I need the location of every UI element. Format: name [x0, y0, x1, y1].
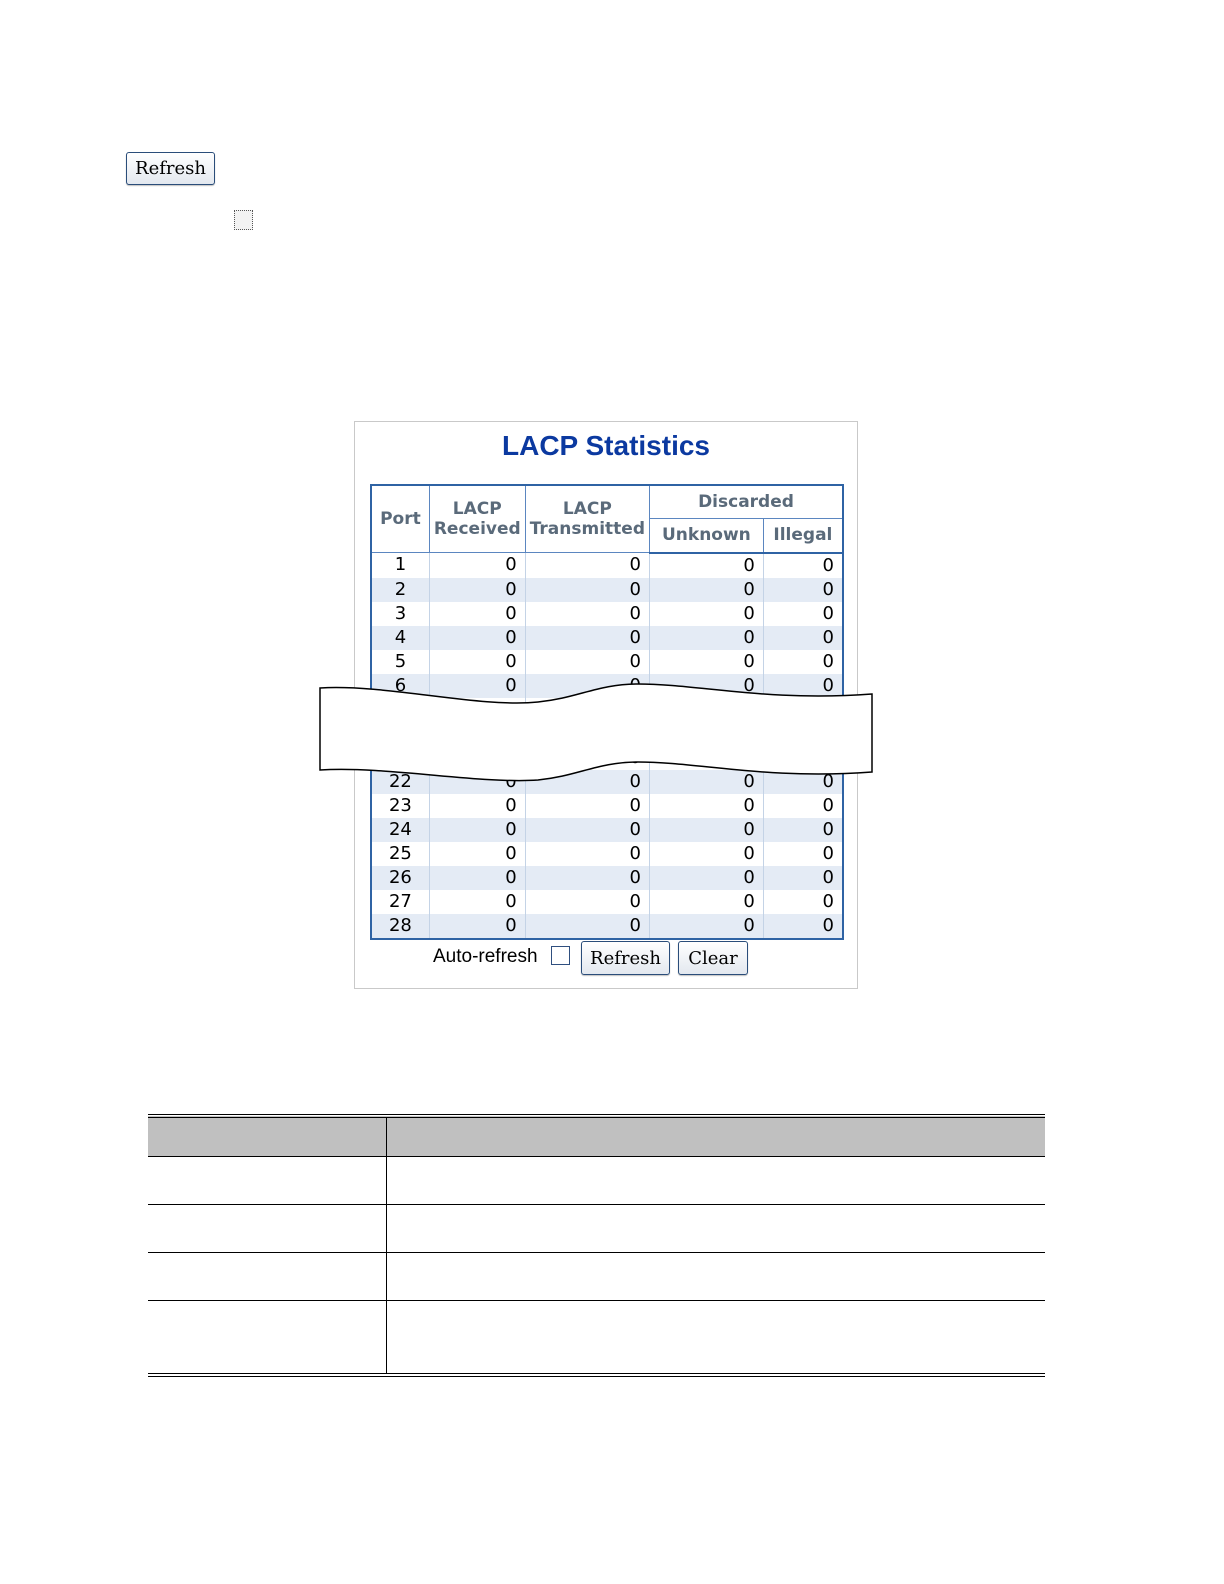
cell-unknown: 0	[650, 626, 764, 650]
cell-unknown: 0	[650, 770, 764, 794]
cell-received: 0	[429, 578, 525, 602]
cell-port: 25	[371, 842, 429, 866]
table-row	[371, 866, 843, 890]
auto-refresh-label: Auto-refresh	[433, 946, 538, 967]
desc-cell	[148, 1157, 387, 1205]
table-row	[371, 794, 843, 818]
cell-transmitted: 0	[525, 890, 649, 914]
desc-cell	[148, 1253, 387, 1301]
cell-illegal: 0	[763, 674, 843, 698]
cell-transmitted: 0	[525, 553, 649, 578]
cell-port: 4	[371, 626, 429, 650]
cell-unknown: 0	[650, 578, 764, 602]
cell-transmitted: 0	[525, 818, 649, 842]
panel-title: LACP Statistics	[502, 430, 710, 461]
cell-unknown: 0	[650, 818, 764, 842]
table-row	[371, 602, 843, 626]
cell-received: 0	[429, 626, 525, 650]
desc-cell	[387, 1301, 1046, 1376]
cell-illegal: 0	[763, 578, 843, 602]
description-table	[148, 1114, 1045, 1377]
cell-transmitted: 0	[525, 578, 649, 602]
header-illegal: Illegal	[763, 519, 843, 553]
cell-transmitted: 0	[525, 770, 649, 794]
cell-unknown: 0	[650, 602, 764, 626]
cell-received: 0	[429, 602, 525, 626]
cell-transmitted: 0	[525, 626, 649, 650]
table-row	[371, 626, 843, 650]
cell-illegal: 0	[763, 842, 843, 866]
cell-illegal: 0	[763, 794, 843, 818]
cell-illegal: 0	[763, 553, 843, 578]
cell-transmitted: 0	[525, 602, 649, 626]
desc-cell	[148, 1301, 387, 1376]
cell-illegal: 0	[763, 818, 843, 842]
cell-unknown: 0	[650, 674, 764, 698]
desc-cell	[387, 1253, 1046, 1301]
cell-illegal: 0	[763, 626, 843, 650]
cell-transmitted: 0	[525, 914, 649, 939]
panel-refresh-button[interactable]: Refresh	[581, 941, 670, 975]
cell-port: 3	[371, 602, 429, 626]
cell-received: 0	[429, 650, 525, 674]
cell-illegal: 0	[763, 602, 843, 626]
cell-illegal: 0	[763, 770, 843, 794]
desc-header-description	[387, 1116, 1046, 1157]
desc-cell	[148, 1205, 387, 1253]
cell-port: 6	[371, 674, 429, 698]
cell-received: 0	[429, 914, 525, 939]
cell-received: 0	[429, 818, 525, 842]
header-lacp-received: LACP Received	[429, 485, 525, 553]
cell-port: 5	[371, 650, 429, 674]
auto-refresh-checkbox-panel[interactable]	[551, 946, 570, 965]
desc-cell	[387, 1157, 1046, 1205]
cell-received: 0	[429, 794, 525, 818]
cell-port: 27	[371, 890, 429, 914]
table-row	[371, 842, 843, 866]
table-break-graphic	[318, 680, 878, 784]
desc-header-object	[148, 1116, 387, 1157]
cell-unknown: 0	[650, 890, 764, 914]
table-row	[371, 914, 843, 939]
cell-illegal: 0	[763, 866, 843, 890]
cell-port: 26	[371, 866, 429, 890]
cell-transmitted: 0	[525, 842, 649, 866]
cell-received: 0	[429, 890, 525, 914]
cell-transmitted: 0	[525, 866, 649, 890]
cell-received: 0	[429, 842, 525, 866]
cell-unknown: 0	[650, 866, 764, 890]
cell-unknown: 0	[650, 794, 764, 818]
cell-illegal: 0	[763, 890, 843, 914]
desc-cell	[387, 1205, 1046, 1253]
table-row	[371, 890, 843, 914]
cell-unknown: 0	[650, 553, 764, 578]
cell-port: 1	[371, 553, 429, 578]
header-unknown: Unknown	[650, 519, 764, 553]
cell-unknown: 0	[650, 914, 764, 939]
cell-port: 2	[371, 578, 429, 602]
cell-transmitted: 0	[525, 794, 649, 818]
panel-clear-button[interactable]: Clear	[678, 941, 748, 975]
table-row	[371, 818, 843, 842]
table-row	[371, 578, 843, 602]
cell-received: 0	[429, 553, 525, 578]
cell-port: 22	[371, 770, 429, 794]
cell-illegal: 0	[763, 650, 843, 674]
cell-port: 28	[371, 914, 429, 939]
table-row	[371, 553, 843, 578]
refresh-button[interactable]: Refresh	[126, 152, 215, 185]
cell-received: 0	[429, 674, 525, 698]
cell-received: 0	[429, 866, 525, 890]
cell-unknown: 0	[650, 842, 764, 866]
header-lacp-transmitted: LACP Transmitted	[525, 485, 649, 553]
header-discarded: Discarded	[650, 485, 844, 519]
table-row	[371, 650, 843, 674]
cell-port: 24	[371, 818, 429, 842]
cell-illegal: 0	[763, 914, 843, 939]
cell-port: 23	[371, 794, 429, 818]
auto-refresh-checkbox[interactable]	[234, 210, 253, 230]
cell-transmitted: 0	[525, 650, 649, 674]
cell-unknown: 0	[650, 650, 764, 674]
header-port: Port	[371, 485, 429, 553]
